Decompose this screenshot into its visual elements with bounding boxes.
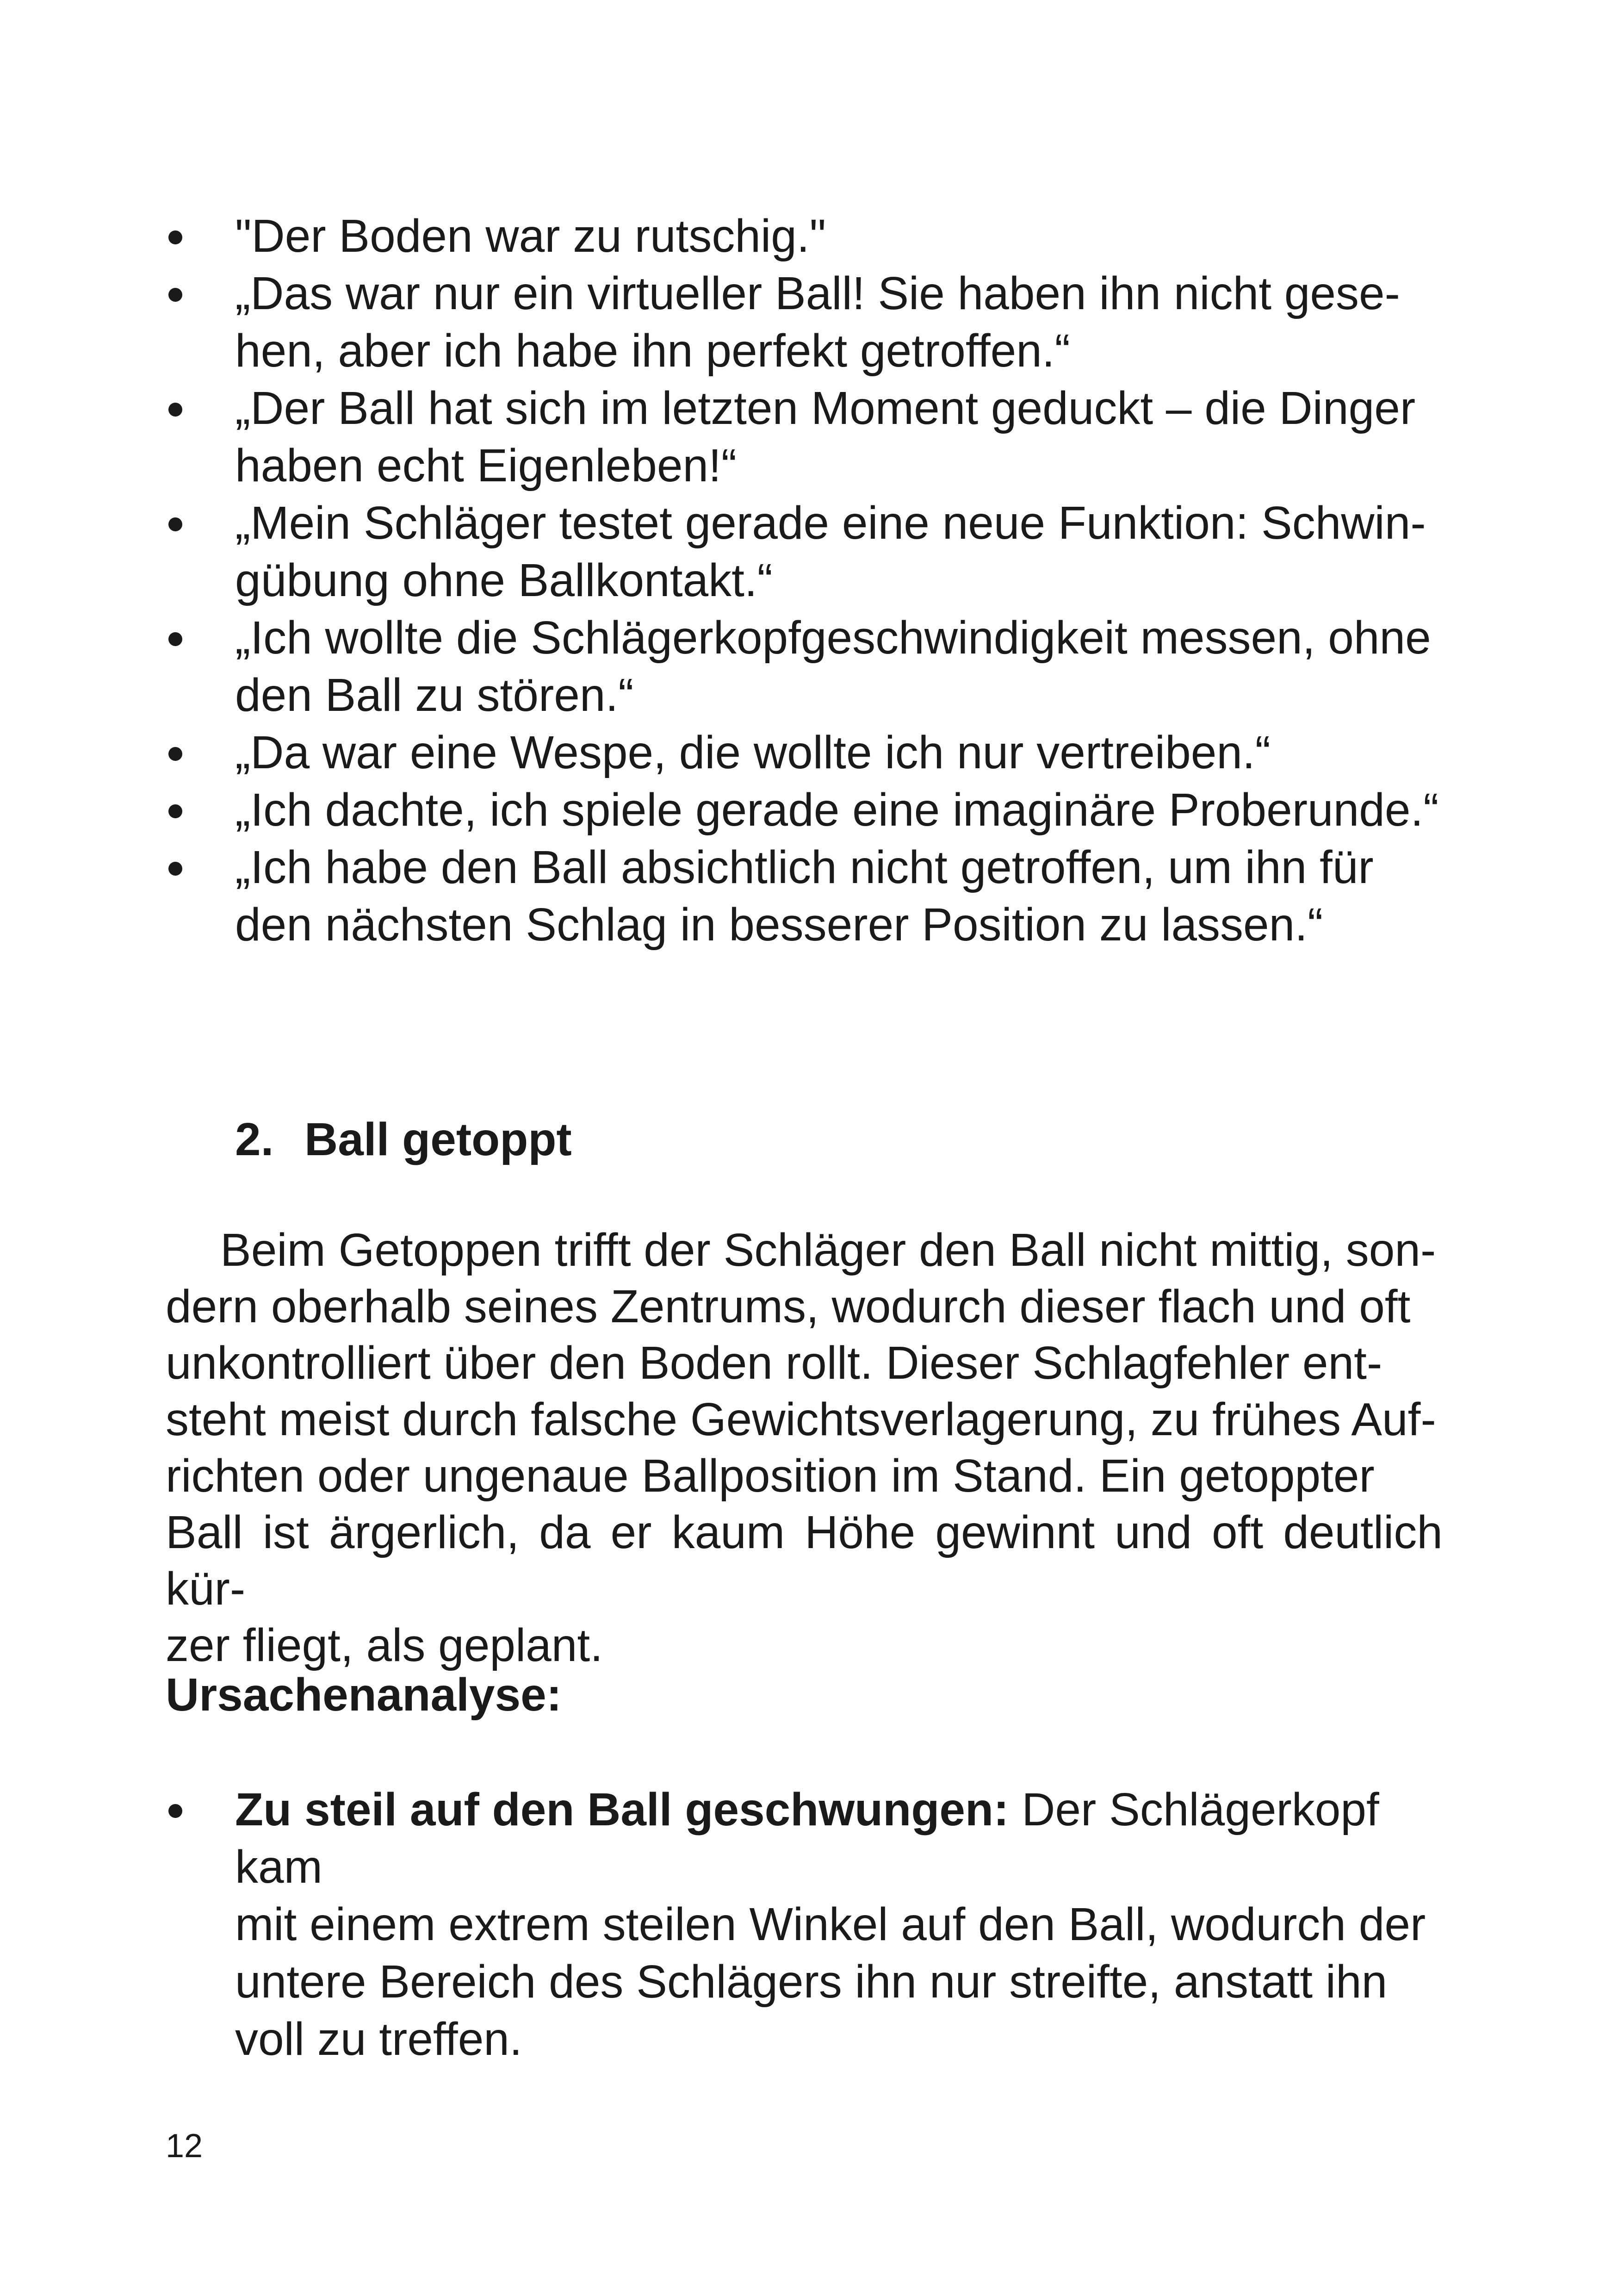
excuse-list [166, 207, 1443, 953]
section-number: 2. [235, 1114, 274, 1165]
section-heading [235, 1111, 572, 1168]
list-item: „Ich wollte die Schlägerkopfgeschwindigkeit messen, ohne den Ball zu stören.“ [166, 609, 1443, 724]
list-item: „Mein Schläger testet gerade eine neue Funktion: Schwin- gübung ohne Ballkontakt.“ [166, 494, 1443, 609]
list-item: „Da war eine Wespe, die wollte ich nur vertreiben.“ [166, 724, 1443, 781]
list-item: „Ich dachte, ich spiele gerade eine imaginäre Proberunde.“ [166, 781, 1443, 839]
analysis-heading: Ursachenanalyse: [166, 1669, 562, 1721]
cause-list [166, 1781, 1443, 2068]
cause-lead: Zu steil auf den Ball geschwungen: [235, 1784, 1009, 1836]
list-item: „Das war nur ein virtueller Ball! Sie haben ihn nicht gese- hen, aber ich habe ihn perfekt getroffen.“ [166, 265, 1443, 380]
body-paragraph: Beim Getoppen trifft der Schläger den Ball nicht mittig, son- dern oberhalb seines Zentrums, wodurch dieser flach und oft unkontrolliert über den Boden rollt. Dieser Schlagfehler ent- steht meist durch falsche Gewichtsverlagerung, zu frühes Auf- richten oder ungenaue Ballposition im Stand. Ein getoppter Ball ist ärgerlich, da er kaum Höhe gewinnt und oft deutlich kür- zer fliegt, als geplant. [166, 1224, 1443, 1671]
section-title: Ball getoppt [304, 1114, 572, 1165]
list-item: „Der Ball hat sich im letzten Moment geduckt – die Dinger haben echt Eigenleben!“ [166, 380, 1443, 494]
list-item: "Der Boden war zu rutschig." [166, 207, 1443, 265]
list-item: Zu steil auf den Ball geschwungen: Der Schlägerkopf kam mit einem extrem steilen Winkel auf den Ball, wodurch der untere Bereich des Schlägers ihn nur streifte, anstatt ihn voll zu treffen. [166, 1781, 1443, 2068]
page-number: 12 [166, 2128, 203, 2165]
list-item: „Ich habe den Ball absichtlich nicht getroffen, um ihn für den nächsten Schlag in besserer Position zu lassen.“ [166, 839, 1443, 953]
